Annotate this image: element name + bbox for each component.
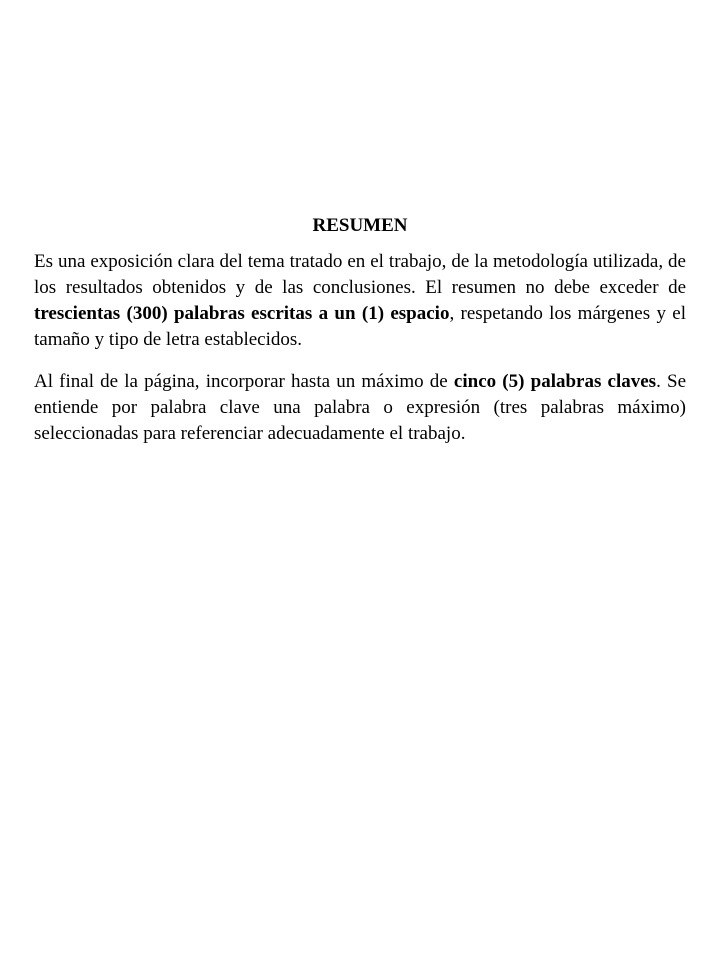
paragraph-1-text-start: Es una exposición clara del tema tratado en el trabajo, de la metodología utilizada, de los resultados obtenidos y de las conclusiones. El resumen no debe exceder de <box>34 251 686 298</box>
abstract-paragraph-2 <box>34 369 686 447</box>
paragraph-2-text-start: Al final de la página, incorporar hasta un máximo de <box>34 371 454 392</box>
abstract-section <box>34 213 686 463</box>
paragraph-1-text-end: , respetando los márgenes y el tamaño y tipo de letra establecidos. <box>34 303 686 350</box>
paragraph-2-text-end: . Se entiende por palabra clave una palabra o expresión (tres palabras máximo) seleccionadas para referenciar adecuadamente el trabajo. <box>34 371 686 444</box>
abstract-heading: RESUMEN <box>312 215 408 236</box>
paragraph-2-bold-text: cinco (5) palabras claves <box>453 371 657 392</box>
paragraph-1-bold-text: trescientas (300) palabras escritas a un (1) espacio <box>34 303 450 324</box>
abstract-paragraph-1 <box>34 249 686 353</box>
